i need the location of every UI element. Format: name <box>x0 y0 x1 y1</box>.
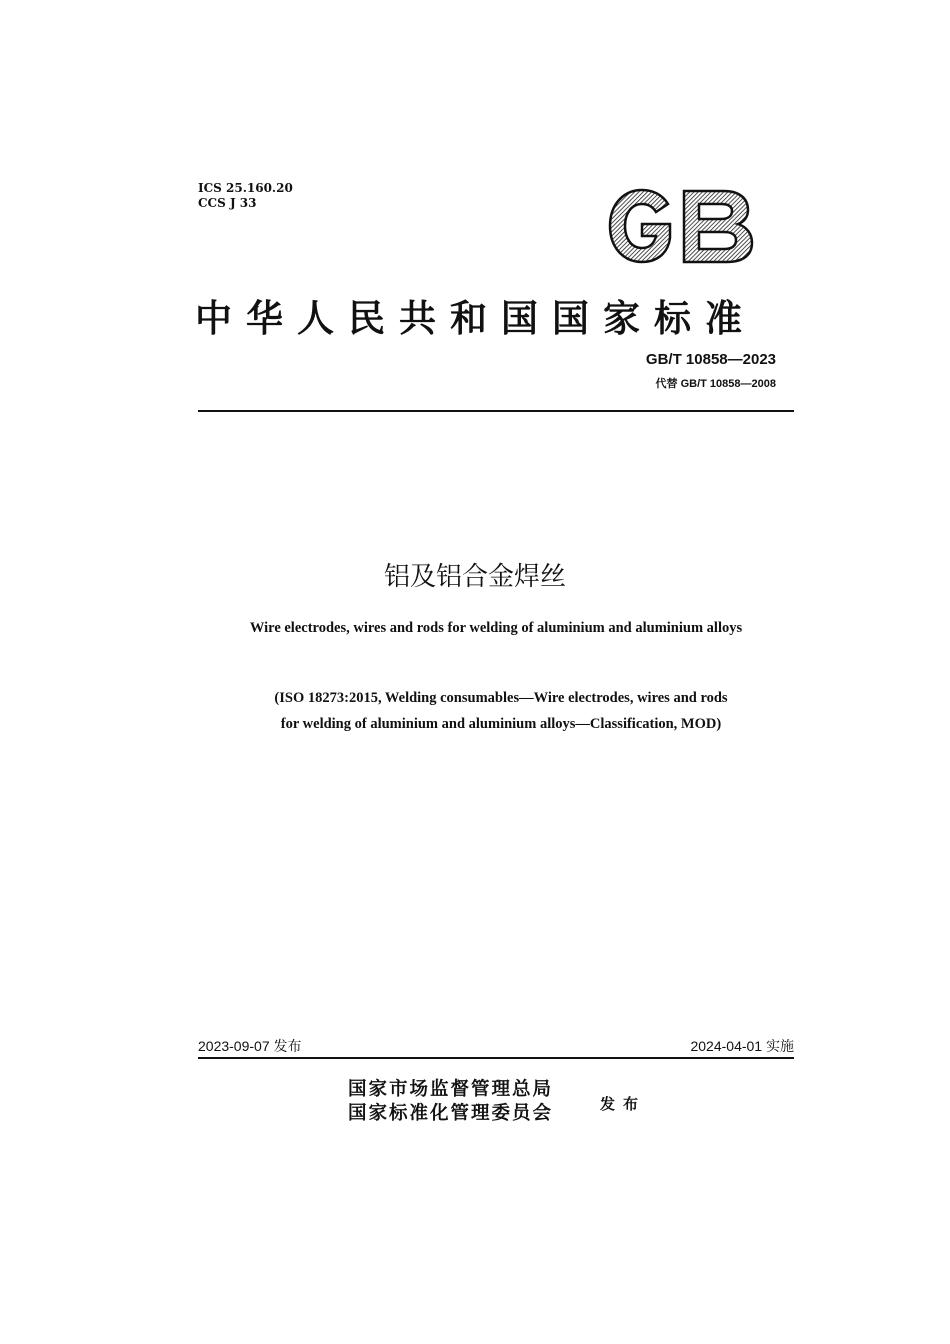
publish-label: 发布 <box>600 1095 647 1113</box>
gb-logo-icon <box>606 186 756 266</box>
document-title-chinese: 铝及铝合金焊丝 <box>383 562 566 592</box>
document-title-english: Wire electrodes, wires and rods for welding of aluminium and aluminium alloys <box>249 620 743 636</box>
effective-date: 2024-04-01 实施 <box>690 1038 794 1054</box>
publisher-sac: 国家标准化管理委员会 <box>348 1103 554 1124</box>
iso-reference-line-2: for welding of aluminium and aluminium alloys—Classification, MOD) <box>280 716 722 732</box>
iso-reference-line-1: (ISO 18273:2015, Welding consumables—Wire electrodes, wires and rods <box>274 690 728 706</box>
ics-code: ICS 25.160.20 <box>198 181 293 195</box>
ccs-code: CCS J 33 <box>198 196 257 210</box>
issue-date: 2023-09-07 发布 <box>198 1038 302 1054</box>
publishers <box>348 1078 553 1126</box>
svg-text:GB: GB <box>606 186 608 187</box>
replaces-standard: 代替 GB/T 10858—2008 <box>655 378 776 390</box>
iso-reference <box>0 685 950 737</box>
national-standard-title: 中华人民共和国国家标准 <box>195 296 756 340</box>
standard-number: GB/T 10858—2023 <box>645 351 776 368</box>
classification-codes <box>198 181 293 211</box>
footer-divider <box>198 1057 794 1059</box>
publisher-samr: 国家市场监督管理总局 <box>348 1079 554 1100</box>
header-divider <box>198 410 794 412</box>
